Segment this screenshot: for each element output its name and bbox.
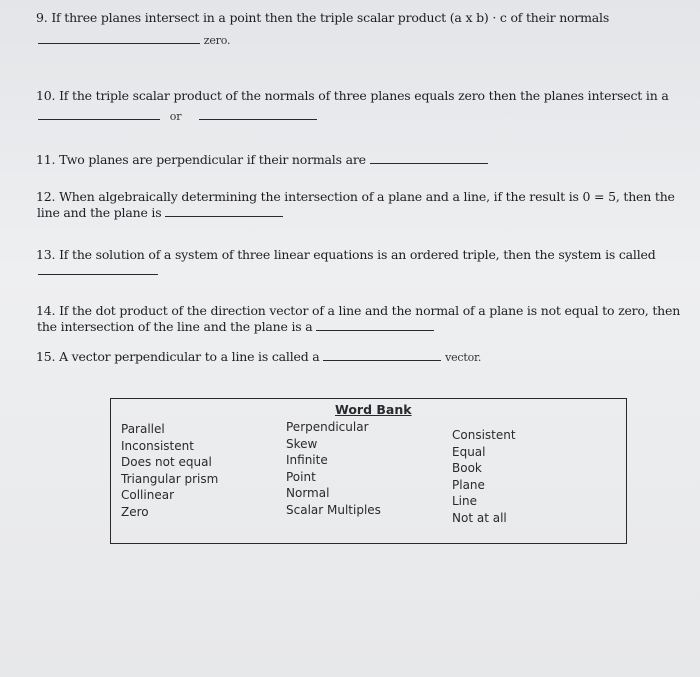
- word-bank-term: Inconsistent: [121, 438, 194, 453]
- or-label: or: [169, 110, 182, 123]
- word-bank-term: Zero: [121, 504, 149, 519]
- word-bank-term: Book: [452, 461, 482, 475]
- question-number: 11.: [36, 152, 56, 167]
- question-number: 10.: [36, 88, 56, 103]
- answer-blank[interactable]: [370, 153, 488, 164]
- question-text: When algebraically determining the intersection of a plane and a line, if the result is 0 = 5, then the: [59, 189, 675, 204]
- word-bank-column-1: [121, 421, 218, 520]
- question-12-line-2: [37, 205, 283, 221]
- word-bank-term: Parallel: [121, 422, 165, 436]
- word-bank-term: Plane: [452, 477, 485, 492]
- question-text-continued: line and the plane is: [37, 205, 162, 220]
- answer-blank[interactable]: [199, 109, 317, 120]
- word-bank-term: Does not equal: [121, 455, 212, 469]
- question-11: [36, 152, 488, 168]
- question-number: 9.: [36, 10, 48, 25]
- question-9-line-2: [38, 32, 230, 49]
- question-9-line-1: [36, 10, 609, 26]
- word-bank-title: Word Bank: [335, 402, 412, 417]
- question-text-continued: vector.: [445, 351, 482, 364]
- question-number: 13.: [36, 247, 56, 262]
- word-bank-term: Scalar Multiples: [286, 502, 381, 517]
- word-bank-term: Equal: [452, 444, 486, 459]
- question-text: If the dot product of the direction vector of a line and the normal of a plane is not equal to zero, then: [59, 303, 681, 318]
- question-text: If the solution of a system of three linear equations is an ordered triple, then the system is called: [59, 247, 656, 262]
- answer-blank[interactable]: [38, 264, 158, 275]
- word-bank-term: Consistent: [452, 428, 516, 442]
- word-bank: [110, 398, 627, 544]
- answer-blank[interactable]: [316, 320, 434, 331]
- question-15: [36, 349, 481, 366]
- question-text: Two planes are perpendicular if their normals are: [59, 152, 366, 167]
- answer-blank[interactable]: [323, 350, 441, 361]
- question-text: If the triple scalar product of the normals of three planes equals zero then the planes intersect in a: [59, 88, 669, 103]
- word-bank-term: Point: [286, 469, 316, 484]
- word-bank-term: Line: [452, 494, 478, 508]
- question-number: 15.: [36, 349, 56, 364]
- question-text: If three planes intersect in a point then the triple scalar product (a x b) · c of their normals: [51, 10, 610, 25]
- word-bank-term: Skew: [286, 436, 318, 451]
- answer-blank[interactable]: [38, 109, 160, 120]
- question-text-continued: the intersection of the line and the plane is a: [37, 319, 313, 334]
- word-bank-column-2: [286, 419, 381, 518]
- answer-blank[interactable]: [165, 206, 283, 217]
- word-bank-term: Perpendicular: [286, 420, 369, 434]
- word-bank-term: Collinear: [121, 488, 174, 502]
- word-bank-term: Not at all: [452, 510, 507, 525]
- question-number: 14.: [36, 303, 56, 318]
- question-14-line-1: [36, 303, 680, 319]
- question-14-line-2: [37, 319, 434, 335]
- question-10-line-1: [36, 88, 669, 104]
- answer-blank[interactable]: [38, 33, 200, 44]
- question-text: A vector perpendicular to a line is called a: [59, 349, 320, 364]
- word-bank-column-3: [452, 427, 516, 526]
- question-number: 12.: [36, 189, 56, 204]
- question-10-line-2: [38, 108, 317, 125]
- question-13-line-2: [38, 263, 158, 279]
- question-12-line-1: [36, 189, 675, 205]
- question-13-line-1: [36, 247, 656, 263]
- question-text-continued: zero.: [203, 34, 231, 47]
- word-bank-term: Normal: [286, 486, 330, 500]
- word-bank-term: Infinite: [286, 453, 328, 467]
- word-bank-term: Triangular prism: [121, 471, 219, 486]
